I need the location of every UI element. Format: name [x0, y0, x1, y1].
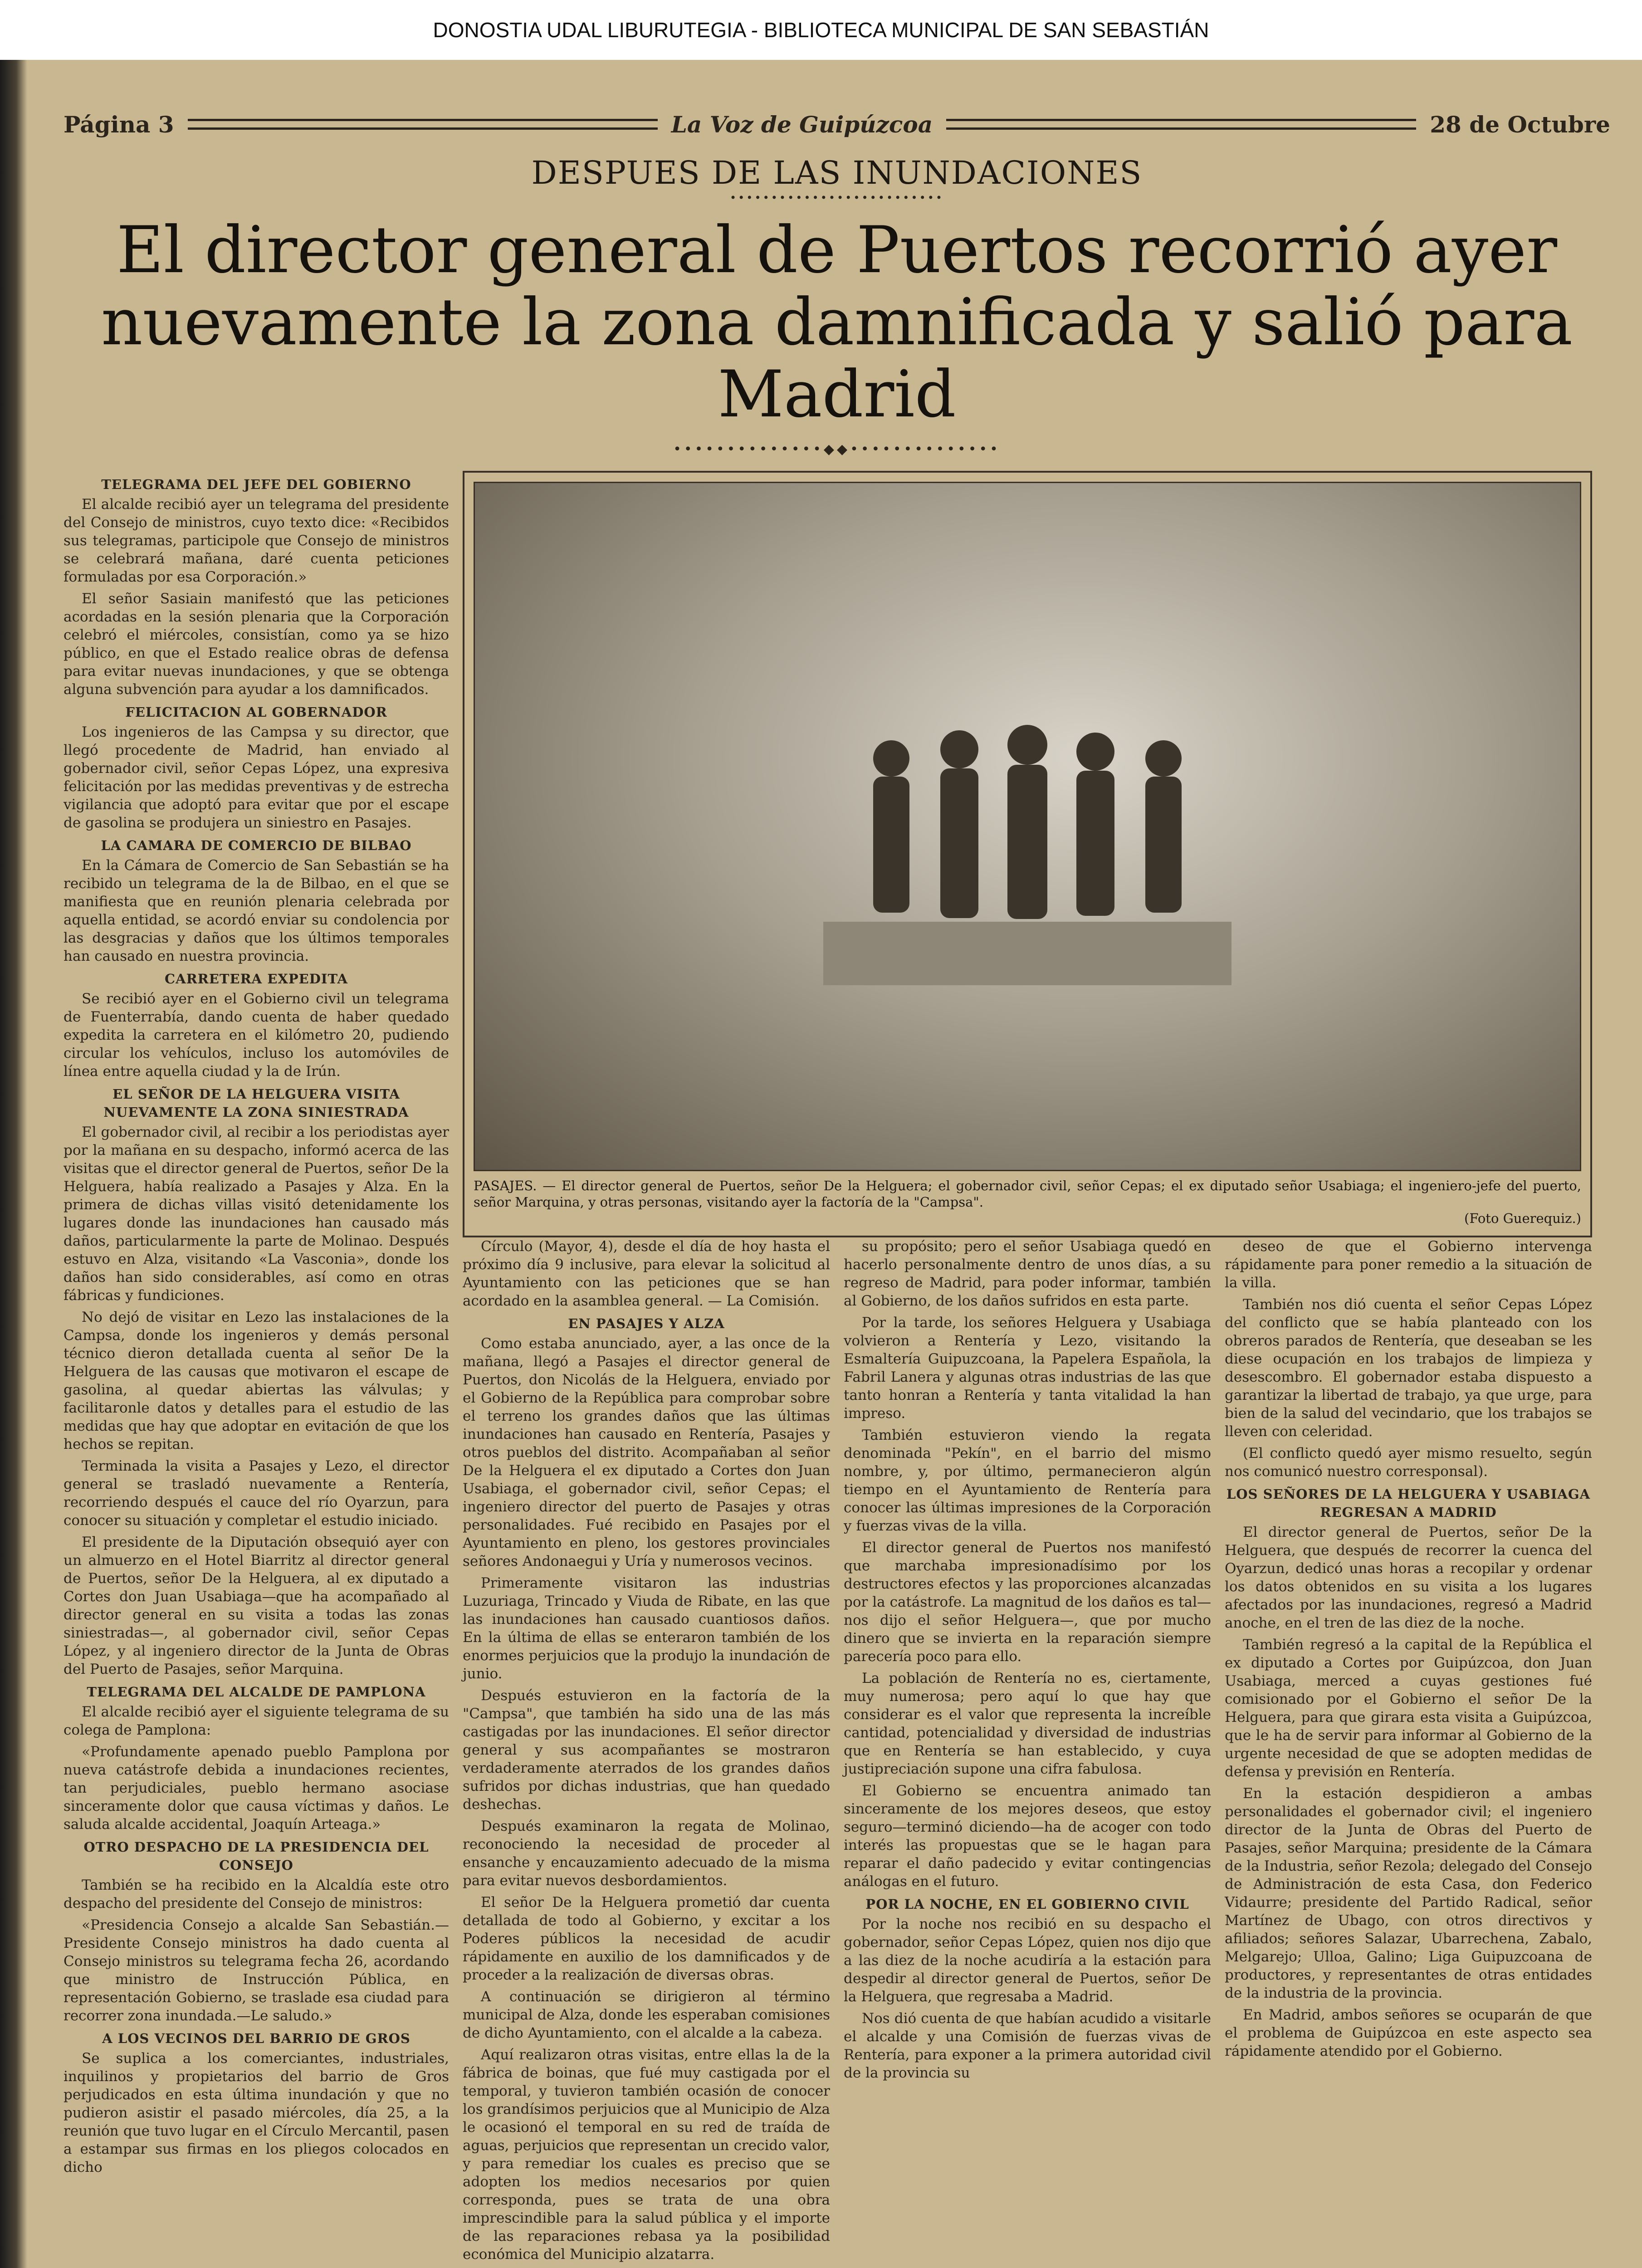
paragraph: «Profundamente apenado pueblo Pamplona por nueva catástrofe debida a inundaciones recientes, tan perjudiciales, pueblo hermano asociase sinceramente dolor que causa víctimas y daños. Le saluda alcalde accidental, Joaquín Arteaga.»	[64, 1744, 449, 1833]
paragraph: Se recibió ayer en el Gobierno civil un telegrama de Fuenterrabía, dando cuenta de haber quedado expedita la carretera en el kilómetro 20, pudiendo circular los vehículos, incluso los automóviles de línea entre aquella ciudad y la de Irún.	[64, 991, 449, 1080]
subheading: TELEGRAMA DEL ALCALDE DE PAMPLONA	[87, 1684, 426, 1700]
subheading: FELICITACION AL GOBERNADOR	[125, 704, 387, 720]
paragraph: El director general de Puertos nos manifestó que marchaba impresionadísimo por los destructores efectos y las proporciones alcanzadas por la catástrofe. La magnitud de los daños es tal—nos dijo el señor Helguera—, que por mucho dinero que se invierta en la reparación siempre parecería poco para ello.	[844, 1540, 1211, 1665]
paragraph: Terminada la visita a Pasajes y Lezo, el director general se trasladó nuevamente a Rentería, recorriendo después el cauce del río Oyarzun, para conocer su situación y completar el estudio iniciado.	[64, 1458, 449, 1529]
paragraph: El gobernador civil, al recibir a los periodistas ayer por la mañana en su despacho, informó acerca de las visitas que el director general de Puertos, señor De la Helguera, había realizado a Pasajes y Alza. En la primera de dichas villas visitó detenidamente los lugares donde las inundaciones han causado más daños, particularmente la parte de Molinao. Después estuvo en Alza, visitando «La Vasconia», donde los daños han sido considerables, así como en otras fábricas y fundiciones.	[64, 1124, 449, 1304]
paragraph: A continuación se dirigieron al término municipal de Alza, donde les esperaban comisiones de dicho Ayuntamiento, con el alcalde a la cabeza.	[463, 1989, 830, 2042]
paragraph: El Gobierno se encuentra animado tan sinceramente de los mejores deseos, que estoy seguro—terminó diciendo—ha de acoger con todo interés las propuestas que se le hagan para reparar el daño padecido y evitar contingencias análogas en el futuro.	[844, 1783, 1211, 1890]
paragraph: En la estación despidieron a ambas personalidades el gobernador civil; el ingeniero director de la Junta de Obras del Puerto de Pasajes, señor Marquina; presidente de la Cámara de la Industria, señor Rezola; delegado del Consejo de Administración de esta Casa, don Federico Vidaurre; presidente del Partido Radical, señor Martínez de Ubago, con otros directivos y afiliados; señores Salazar, Ubarrechena, Zabalo, Melgarejo; Ulloa, Galino; Liga Guipuzcoana de productores, y representantes de otras entidades de la industria de la provincia.	[1225, 1785, 1592, 2002]
headline: El director general de Puertos recorrió ayer nuevamente la zona damnificada y salió para Madrid	[101, 213, 1573, 432]
kicker: DESPUES DE LAS INUNDACIONES	[531, 154, 1143, 191]
paragraph: También regresó a la capital de la República el ex diputado a Cortes por Guipúzcoa, don Juan Usabiaga, merced a cuyas gestiones fué comisionado por el Gobierno el señor De la Helguera, para que girara esta visita a Guipúzcoa, que le ha de servir para informar al Gobierno de la urgente necesidad de que se adopten medidas de defensa y previsión en Rentería.	[1225, 1637, 1592, 1780]
paragraph: En Madrid, ambos señores se ocuparán de que el problema de Guipúzcoa en este aspecto sea rápidamente atendido por el Gobierno.	[1225, 2007, 1592, 2060]
paragraph: La población de Rentería no es, ciertamente, muy numerosa; pero aquí lo que hay que considerar es el valor que representa la increíble cantidad, potencialidad y diversidad de industrias que en Rentería se han establecido, y cuya justipreciación supone una cifra fabulosa.	[844, 1670, 1211, 1778]
paragraph: El alcalde recibió ayer un telegrama del presidente del Consejo de ministros, cuyo texto dice: «Recibidos sus telegramas, participole que Consejo de ministros se celebrará mañana, daré cuenta peticiones formuladas por esa Corporación.»	[64, 496, 449, 586]
page-number: Página 3	[64, 111, 174, 138]
column-1	[64, 471, 449, 2268]
column-4	[1225, 1237, 1592, 2268]
subheading: OTRO DESPACHO DE LA PRESIDENCIA DEL CONSEJO	[83, 1839, 429, 1873]
column-3	[844, 1237, 1211, 2268]
paragraph: También nos dió cuenta el señor Cepas López del conflicto que se había planteado con los obreros parados de Rentería, que deseaban se les diese ocupación en los trabajos de limpieza y desescombro. El gobernador estaba dispuesto a garantizar la libertad de trabajo, ya que urge, para bien de la salud del vecindario, que los trabajos se lleven con celeridad.	[1225, 1296, 1592, 1440]
photo-box	[463, 471, 1592, 1237]
paragraph: También se ha recibido en la Alcaldía este otro despacho del presidente del Consejo de ministros:	[64, 1877, 449, 1912]
subheading: LA CAMARA DE COMERCIO DE BILBAO	[101, 838, 412, 854]
paragraph: El señor Sasiain manifestó que las peticiones acordadas en la sesión plenaria que la Corporación celebró el miércoles, consistían, como ya se hizo público, en que el Estado realice obras de defensa para evitar nuevas inundaciones, y que se obtenga alguna subvención para ayudar a los damnificados.	[64, 591, 449, 698]
group-photo	[474, 482, 1581, 1171]
paragraph: Como estaba anunciado, ayer, a las once de la mañana, llegó a Pasajes el director general de Puertos, don Nicolás de la Helguera, enviado por el Gobierno de la República para comprobar sobre el terreno los grandes daños que las últimas inundaciones han causado en Rentería, Pasajes y otros pueblos del distrito. Acompañaban al señor De la Helguera el ex diputado a Cortes don Juan Usabiaga, el gobernador civil, señor Cepas; el ingeniero director del puerto de Pasajes y otras personalidades. Fué recibido en Pasajes por el Ayuntamiento en pleno, los gestores provinciales señores Andonaegui y Uría y numerosos vecinos.	[463, 1335, 830, 1570]
kicker-dots: ••••••••••••••••••••••••••	[729, 191, 944, 204]
newspaper-page	[0, 60, 1642, 2268]
archive-header: DONOSTIA UDAL LIBURUTEGIA - BIBLIOTECA MUNICIPAL DE SAN SEBASTIÁN	[0, 0, 1642, 60]
column-2	[463, 1237, 830, 2268]
paragraph: Primeramente visitaron las industrias Luzuriaga, Trincado y Viuda de Ribate, en las que las inundaciones han causado cuantiosos daños. En la última de ellas se enteraron también de los enormes perjuicios que la produjo la inundación de junio.	[463, 1575, 830, 1682]
subheading: A LOS VECINOS DEL BARRIO DE GROS	[102, 2031, 410, 2047]
subheading: EN PASAJES Y ALZA	[568, 1316, 725, 1332]
people-silhouette-icon	[823, 668, 1232, 985]
paragraph: No dejó de visitar en Lezo las instalaciones de la Campsa, donde los ingenieros y demás personal técnico dieron detallada cuenta al señor De la Helguera de las causas que motivaron el escape de gasolina, al quedar abiertas las válvulas; y facilitaronle datos y detalles para el estudio de las medidas que hay que adoptar en evitación de que los hechos se repitan.	[64, 1309, 449, 1453]
subheading: POR LA NOCHE, EN EL GOBIERNO CIVIL	[865, 1897, 1189, 1912]
paragraph: El señor De la Helguera prometió dar cuenta detallada de todo al Gobierno, y excitar a los Poderes públicos la necesidad de acudir rápidamente en auxilio de los damnificados y de proceder a la realización de diversas obras.	[463, 1894, 830, 1984]
issue-date: 28 de Octubre	[1430, 111, 1610, 138]
paragraph: Por la tarde, los señores Helguera y Usabiaga volvieron a Rentería y Lezo, visitando la Esmaltería Guipuzcoana, la Papelera Española, la Fabril Lanera y algunas otras industrias de las que tanto honran a Rentería y tanta vitalidad la han impreso.	[844, 1315, 1211, 1422]
folio-rule	[946, 119, 1416, 130]
paragraph: «Presidencia Consejo a alcalde San Sebastián.— Presidente Consejo ministros ha dado cuenta al Consejo ministros su telegrama fecha 26, acordando que ministro de Instrucción Pública, en representación Gobierno, se traslade esa ciudad para recorrer zona inundada.—Le saludo.»	[64, 1917, 449, 2024]
folio-line	[64, 110, 1610, 139]
paragraph: Se suplica a los comerciantes, industriales, inquilinos y propietarios del barrio de Gros perjudicados en esta última inundación y que no pudieron asistir el pasado miércoles, día 25, a la reunión que tuvo lugar en el Círculo Mercantil, pasen a estampar sus firmas en los pliegos colocados en dicho	[64, 2050, 449, 2176]
headline-ornament: ••••••••••••••◆◆••••••••••••••	[673, 441, 1001, 458]
paragraph: su propósito; pero el señor Usabiaga quedó en hacerlo personalmente dentro de unos días, a su regreso de Madrid, para poder informar, también al Gobierno, de los daños sufridos en esta parte.	[844, 1238, 1211, 1310]
caption-text: PASAJES. — El director general de Puertos, señor De la Helguera; el gobernador civil, señor Cepas; el ex diputado señor Usabiaga; el ingeniero-jefe del puerto, señor Marquina, y otras personas, visitando ayer la factoría de la "Campsa".	[474, 1178, 1581, 1210]
photo-credit: (Foto Guerequiz.)	[1464, 1211, 1581, 1227]
masthead: La Voz de Guipúzcoa	[671, 111, 933, 138]
paragraph: deseo de que el Gobierno intervenga rápidamente para poner remedio a la situación de la villa.	[1225, 1238, 1592, 1291]
paragraph: Círculo (Mayor, 4), desde el día de hoy hasta el próximo día 9 inclusive, para elevar la solicitud al Ayuntamiento con las peticiones que se han acordado en la asamblea general. — La Comisión.	[463, 1238, 830, 1310]
paragraph: El alcalde recibió ayer el siguiente telegrama de su colega de Pamplona:	[64, 1704, 449, 1739]
paragraph: Después estuvieron en la factoría de la "Campsa", que también ha sido una de las más castigadas por las inundaciones. El señor director general y sus acompañantes se mostraron verdaderamente aterrados de los grandes daños sufridos por dichas industrias, que han quedado deshechas.	[463, 1687, 830, 1813]
subheading: TELEGRAMA DEL JEFE DEL GOBIERNO	[101, 477, 411, 493]
paragraph: El presidente de la Diputación obsequió ayer con un almuerzo en el Hotel Biarritz al director general de Puertos, señor De la Helguera, al ex diputado a Cortes don Juan Usabiaga—que ha acompañado al director general en su visita a todas las zonas siniestradas—, al gobernador civil, señor Cepas López, y al ingeniero director de la Junta de Obras del Puerto de Pasajes, señor Marquina.	[64, 1534, 449, 1678]
paragraph: Nos dió cuenta de que habían acudido a visitarle el alcalde y una Comisión de fuerzas vivas de Rentería, para exponer a la primera autoridad civil de la provincia su	[844, 2010, 1211, 2082]
article-columns	[64, 471, 1610, 2268]
paragraph: El director general de Puertos, señor De la Helguera, que después de recorrer la cuenca del Oyarzun, dedicó unas horas a recopilar y ordenar los datos obtenidos en su visita a los lugares afectados por las inundaciones, regresó a Madrid anoche, en el tren de las diez de la noche.	[1225, 1524, 1592, 1632]
paragraph: (El conflicto quedó ayer mismo resuelto, según nos comunicó nuestro corresponsal).	[1225, 1445, 1592, 1480]
paragraph: En la Cámara de Comercio de San Sebastián se ha recibido un telegrama de la de Bilbao, en el que se manifiesta que en reunión plenaria celebrada por aquella entidad, se acordó enviar su condolencia por las desgracias y daños que los últimos temporales han causado en nuestra provincia.	[64, 857, 449, 965]
paragraph: Por la noche nos recibió en su despacho el gobernador, señor Cepas López, quien nos dijo que a las diez de la noche acudiría a la estación para despedir al director general de Puertos, señor De la Helguera, que regresaba a Madrid.	[844, 1916, 1211, 2005]
paragraph: Después examinaron la regata de Molinao, reconociendo la necesidad de proceder al ensanche y encauzamiento adecuado de la misma para evitar nuevos desbordamientos.	[463, 1818, 830, 1889]
paragraph: También estuvieron viendo la regata denominada "Pekín", en el barrio del mismo nombre, y, por último, permanecieron algún tiempo en el Ayuntamiento de Rentería para conocer las últimas impresiones de la Corporación y fuerzas vivas de la villa.	[844, 1427, 1211, 1535]
paragraph: Aquí realizaron otras visitas, entre ellas la de la fábrica de boinas, que fué muy castigada por el temporal, y tuvieron también ocasión de conocer los grandísimos perjuicios que al Municipio de Alza le ocasionó el temporal en su red de traída de aguas, perjuicios que representan un crecido valor, y para remediar los cuales es preciso que se adopten los medios necesarios por quien corresponda, pues se trata de una obra imprescindible para la salud pública y el importe de las reparaciones rebasa ya la posibilidad económica del Municipio alzatarra.	[463, 2047, 830, 2263]
subheading: LOS SEÑORES DE LA HELGUERA Y USABIAGA REGRESAN A MADRID	[1226, 1486, 1591, 1520]
photo-caption	[474, 1178, 1581, 1227]
paragraph: Los ingenieros de las Campsa y su director, que llegó procedente de Madrid, han enviado al gobernador civil, señor Cepas López, una expresiva felicitación por las medidas preventivas y de estrecha vigilancia que adoptó para evitar que por el escape de gasolina se produjera un siniestro en Pasajes.	[64, 724, 449, 831]
folio-rule	[188, 119, 658, 130]
subheading: EL SEÑOR DE LA HELGUERA VISITA NUEVAMENTE LA ZONA SINIESTRADA	[103, 1086, 409, 1120]
subheading: CARRETERA EXPEDITA	[165, 971, 348, 987]
